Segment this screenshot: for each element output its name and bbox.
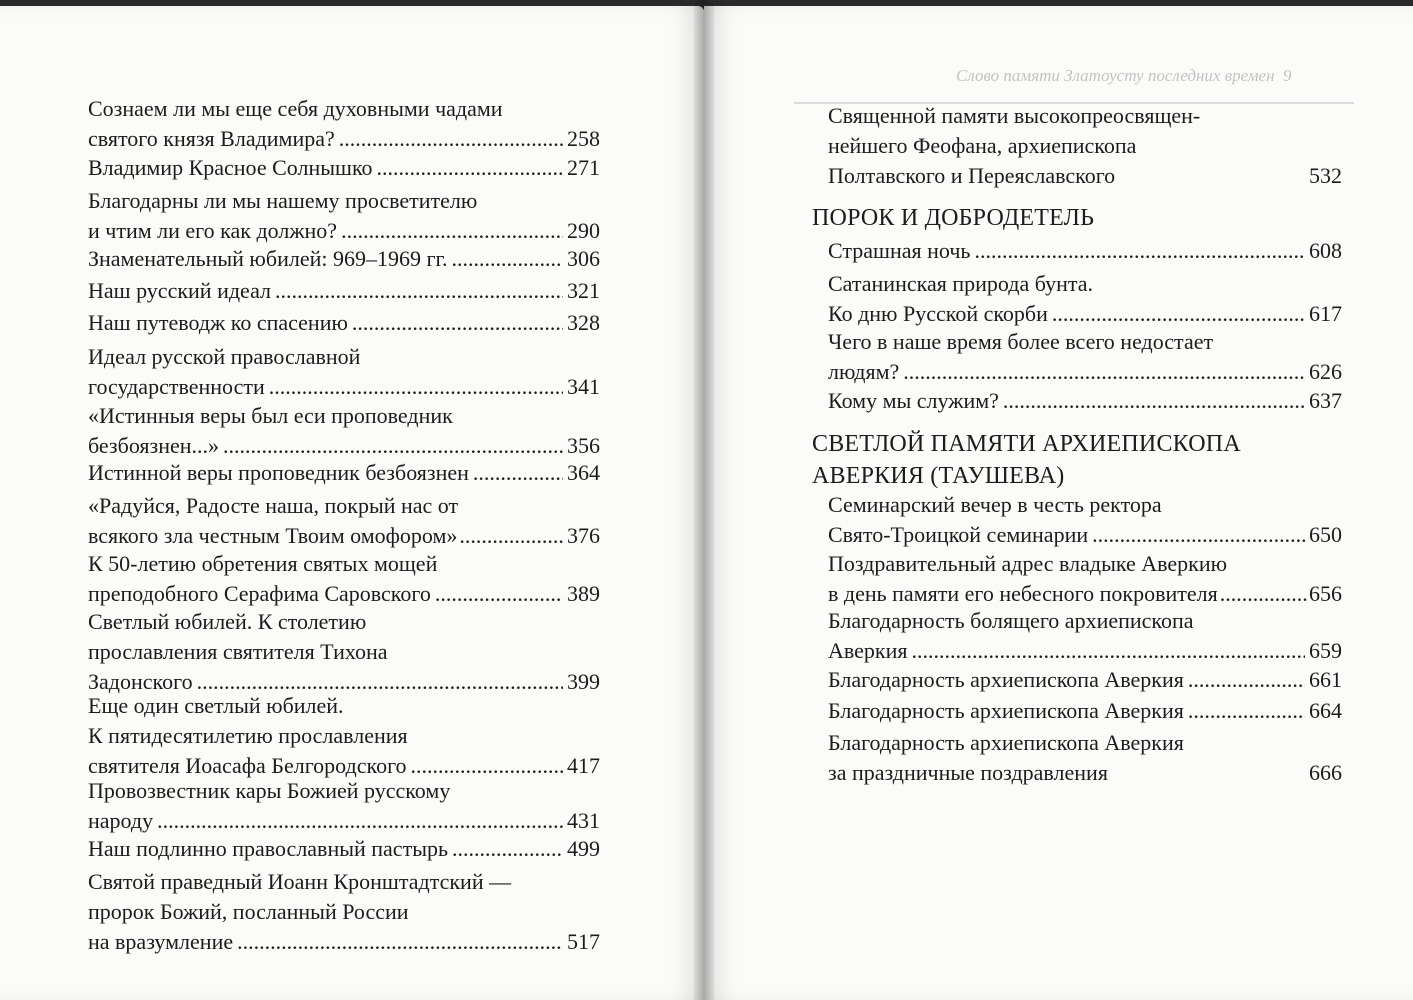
toc-entry (828, 386, 1342, 416)
toc-entry-text: Свято-Троицкой семинарии (828, 522, 1089, 547)
left-page (0, 6, 704, 1000)
toc-page-number: 321 (567, 278, 600, 303)
dot-leader (452, 834, 563, 864)
dot-leader (435, 579, 563, 609)
toc-page-number: 364 (567, 460, 600, 485)
dot-leader (473, 458, 563, 488)
toc-entry (828, 269, 1342, 329)
toc-entry-text: Наш подлинно православный пастырь (88, 836, 449, 861)
toc-entry-text: Полтавского и Переяславского (828, 163, 1116, 188)
toc-page-number: 328 (567, 310, 600, 335)
toc-entry (88, 691, 600, 781)
toc-entry-text: Поздравительный адрес владыке Аверкию (828, 551, 1228, 576)
toc-entry (88, 186, 600, 246)
toc-entry (88, 153, 600, 183)
dot-leader (269, 372, 563, 402)
toc-page-number: 656 (1309, 581, 1342, 606)
dot-leader (237, 927, 563, 957)
toc-entry-text: святого князя Владимира? (88, 126, 335, 151)
toc-entry (828, 606, 1342, 666)
toc-entry-text: и чтим ли его как должно? (88, 218, 338, 243)
toc-entry-text: Страшная ночь (828, 238, 971, 263)
toc-entry-text: Наш русский идеал (88, 278, 272, 303)
section-heading (812, 428, 1326, 492)
toc-entry-text: Благодарность архиепископа Аверкия (828, 730, 1184, 755)
toc-entry-text: Аверкия (828, 638, 908, 663)
toc-entry (828, 549, 1342, 609)
toc-entry-text: безбоязнен...» (88, 433, 220, 458)
toc-entry (88, 607, 600, 697)
toc-entry (88, 244, 600, 274)
toc-entry (88, 308, 600, 338)
toc-entry-text: государственности (88, 374, 265, 399)
toc-page-number: 389 (567, 581, 600, 606)
toc-entry-text: народу (88, 808, 154, 833)
toc-entry (88, 458, 600, 488)
toc-entry-text: Наш путеводж ко спасению (88, 310, 348, 335)
toc-entry-text: святителя Иоасафа Белгородского (88, 753, 407, 778)
toc-entry (88, 401, 600, 461)
toc-page-number: 659 (1309, 638, 1342, 663)
toc-page-number: 431 (567, 808, 600, 833)
toc-page-number: 341 (567, 374, 600, 399)
dot-leader (1003, 386, 1305, 416)
dot-leader (1188, 696, 1305, 726)
toc-page-number: 661 (1309, 667, 1342, 692)
toc-entry-text: Святой праведный Иоанн Кронштадтский — (88, 869, 512, 894)
dot-leader (459, 521, 565, 551)
toc-entry-text: Благодарны ли мы нашему просветителю (88, 188, 478, 213)
toc-entry-text: Еще один светлый юбилей. (88, 693, 344, 718)
toc-entry-text: людям? (828, 359, 900, 384)
toc-entry (88, 94, 600, 154)
dot-leader (974, 236, 1305, 266)
toc-entry-text: Сатанинская природа бунта. (828, 271, 1093, 296)
toc-entry (88, 776, 600, 836)
toc-entry-text: К 50-летию обретения святых мощей (88, 551, 438, 576)
toc-entry-text: Провозвестник кары Божией русскому (88, 778, 451, 803)
toc-page-number: 271 (567, 155, 600, 180)
toc-entry-text: Благодарность архиепископа Аверкия (828, 698, 1184, 723)
toc-entry (828, 236, 1342, 266)
toc-entry (88, 867, 600, 957)
toc-entry-text: за праздничные поздравления (828, 760, 1108, 785)
toc-entry-text: Истинной веры проповедник безбоязнен (88, 460, 469, 485)
toc-entry-text: Знаменательный юбилей: 969–1969 гг. (88, 246, 448, 271)
toc-page-number: 290 (567, 218, 600, 243)
toc-entry-text: К пятидесятилетию прославления (88, 723, 408, 748)
toc-entry (828, 696, 1342, 726)
toc-entry (828, 665, 1342, 695)
toc-page-number: 399 (567, 669, 600, 694)
toc-entry-text: нейшего Феофана, архиепископа (828, 133, 1137, 158)
toc-entry-text: «Истинныя веры был еси проповедник (88, 403, 453, 428)
toc-entry-text: Благодарность болящего архиепископа (828, 608, 1194, 633)
toc-entry-text: преподобного Серафима Саровского (88, 581, 431, 606)
book-gutter (694, 0, 714, 1000)
toc-page-number: 532 (1309, 163, 1342, 188)
toc-page-number: 306 (567, 246, 600, 271)
dot-leader (912, 636, 1306, 666)
toc-page-number: 617 (1309, 301, 1342, 326)
toc-entry-text: в день памяти его небесного покровителя (828, 581, 1218, 606)
section-heading-line: СВЕТЛОЙ ПАМЯТИ АРХИЕПИСКОПА (812, 431, 1241, 457)
toc-page-number: 258 (567, 126, 600, 151)
toc-entry (88, 491, 600, 551)
toc-page-number: 608 (1309, 238, 1342, 263)
toc-page-number: 499 (567, 836, 600, 861)
toc-page-number: 666 (1309, 760, 1342, 785)
dot-leader (1052, 299, 1305, 329)
dot-leader (452, 244, 563, 274)
section-heading: ПОРОК И ДОБРОДЕТЕЛЬ (812, 205, 1095, 231)
toc-entry-text: пророк Божий, посланный России (88, 899, 409, 924)
dot-leader (1188, 665, 1305, 695)
toc-page-number: 517 (567, 929, 600, 954)
dot-leader (223, 431, 563, 461)
toc-page-number: 356 (567, 433, 600, 458)
toc-page-number: 637 (1309, 388, 1342, 413)
toc-entry-text: на вразумление (88, 929, 234, 954)
dot-leader (157, 806, 563, 836)
dot-leader (1092, 520, 1305, 550)
toc-page-number: 376 (567, 523, 600, 548)
right-page (704, 6, 1413, 1000)
dot-leader (377, 153, 563, 183)
toc-page-number: 417 (567, 753, 600, 778)
toc-entry-text: прославления святителя Тихона (88, 639, 388, 664)
toc-entry-text: Идеал русской православной (88, 344, 361, 369)
toc-page-number: 664 (1309, 698, 1342, 723)
toc-entry (828, 101, 1342, 191)
toc-entry (88, 549, 600, 609)
toc-entry-text: Светлый юбилей. К столетию (88, 609, 367, 634)
dot-leader (275, 276, 563, 306)
toc-entry-text: «Радуйся, Радосте наша, покрый нас от (88, 493, 459, 518)
toc-entry (88, 834, 600, 864)
toc-entry (828, 728, 1342, 788)
toc-page-number: 650 (1309, 522, 1342, 547)
dot-leader (352, 308, 563, 338)
toc-entry-text: Кому мы служим? (828, 388, 999, 413)
toc-entry (828, 490, 1342, 550)
toc-entry-text: всякого зла честным Твоим омофором» (88, 523, 458, 548)
toc-entry-text: Сознаем ли мы еще себя духовными чадами (88, 96, 503, 121)
toc-entry (828, 327, 1342, 387)
running-header-bleedthrough: Слово памяти Златоусту последних времен 9 (956, 66, 1292, 85)
section-heading-line: АВЕРКИЯ (ТАУШЕВА) (812, 463, 1065, 489)
dot-leader (1220, 579, 1307, 609)
toc-entry-text: Владимир Красное Солнышко (88, 155, 373, 180)
toc-entry-text: Ко дню Русской скорби (828, 301, 1048, 326)
toc-entry-text: Чего в наше время более всего недостает (828, 329, 1214, 354)
toc-page-number: 626 (1309, 359, 1342, 384)
toc-entry-text: Благодарность архиепископа Аверкия (828, 667, 1184, 692)
toc-entry (88, 276, 600, 306)
dot-leader (341, 216, 563, 246)
toc-entry-text: Священной памяти высокопреосвящен- (828, 103, 1201, 128)
toc-entry-text: Задонского (88, 669, 193, 694)
dot-leader (339, 124, 563, 154)
dot-leader (903, 357, 1305, 387)
toc-entry (88, 342, 600, 402)
toc-entry-text: Семинарский вечер в честь ректора (828, 492, 1162, 517)
